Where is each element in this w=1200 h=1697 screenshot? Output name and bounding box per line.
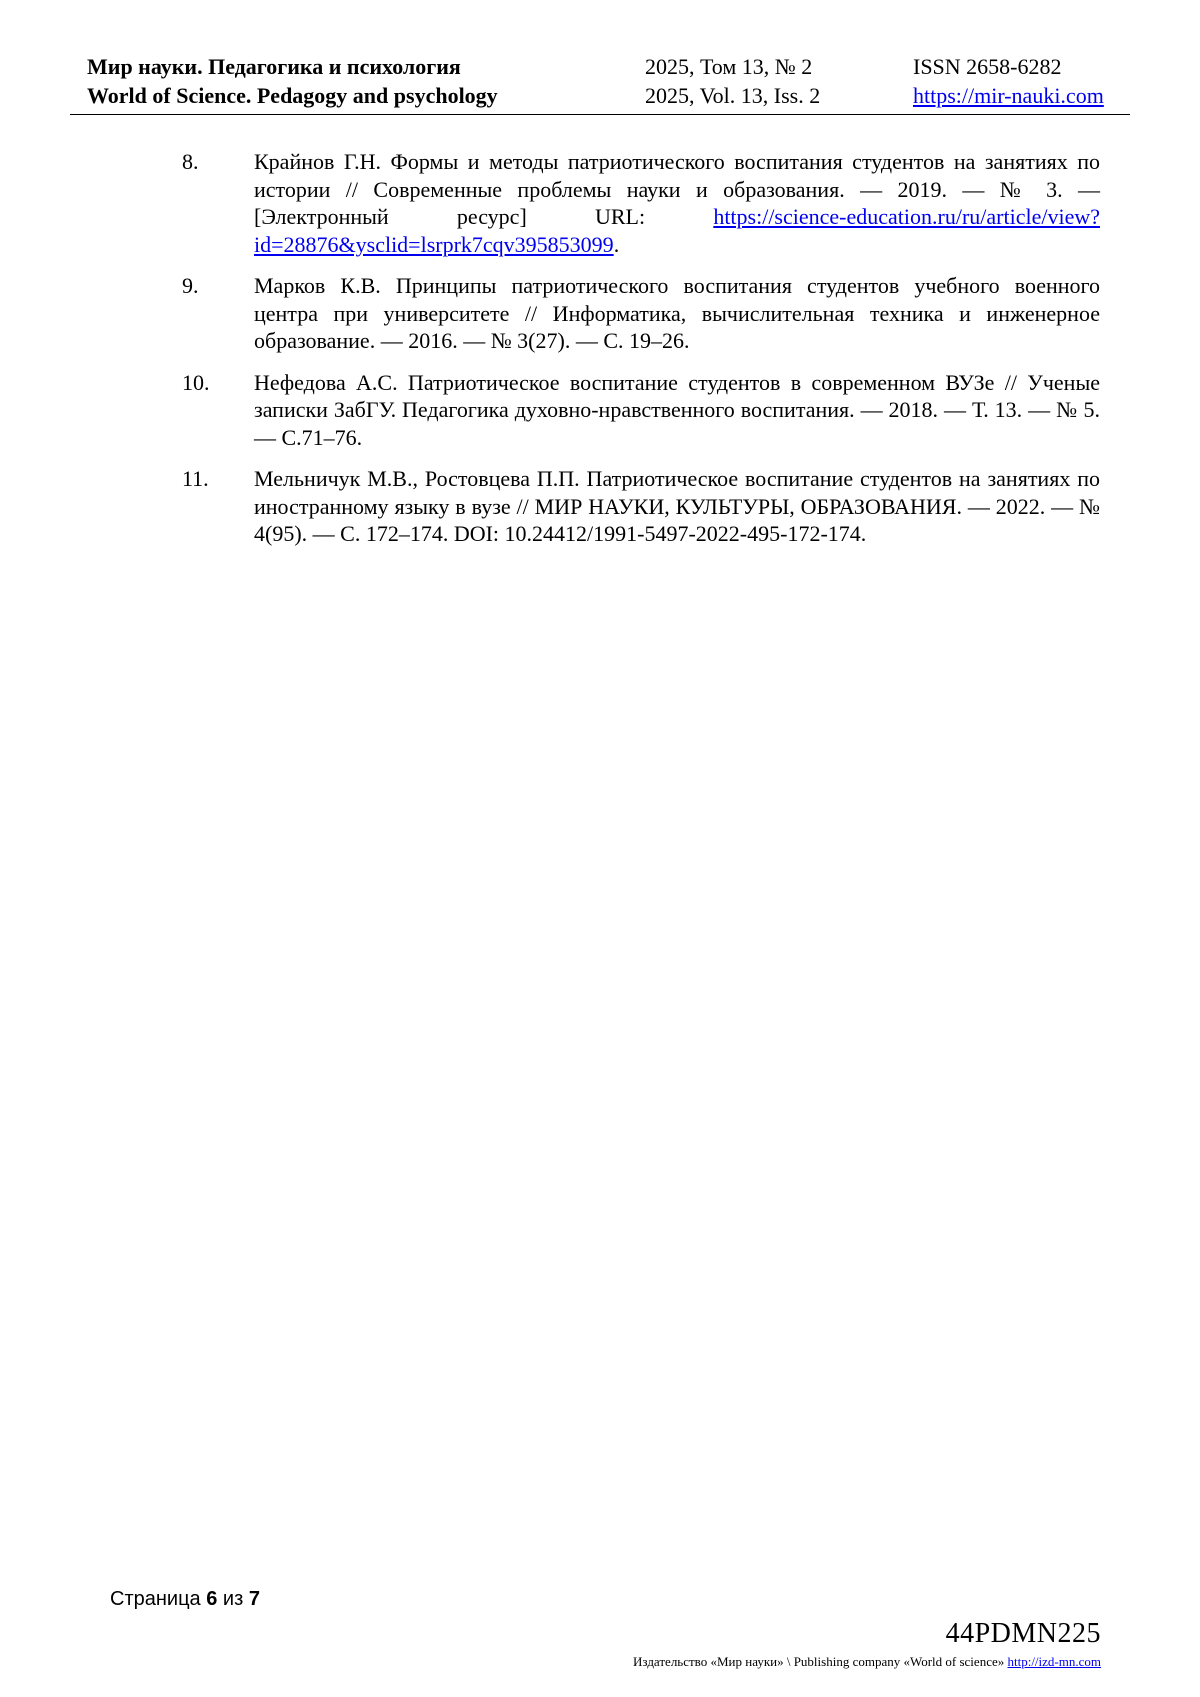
page-current: 6 bbox=[206, 1588, 218, 1610]
page-total: 7 bbox=[248, 1588, 260, 1610]
reference-link[interactable]: https://science-education.ru/ru/article/view?id=28876&ysclid=lsrprk7cqv395853099 bbox=[254, 204, 1100, 257]
reference-item bbox=[182, 465, 1100, 548]
publisher-link[interactable]: http://izd-mn.com bbox=[1007, 1654, 1101, 1669]
reference-text: Мельничук М.В., Ростовцева П.П. Патриотическое воспитание студентов на занятиях по иностранному языку в вузе // МИР НАУКИ, КУЛЬТУРЫ, ОБРАЗОВАНИЯ. — 2022. — № 4(95). — С. 172–174. DOI: 10.24412/1991-5497-2022-495-172-174. bbox=[254, 466, 1100, 546]
journal-site-link[interactable]: https://mir-nauki.com bbox=[913, 83, 1104, 108]
reference-number: 9. bbox=[182, 273, 199, 298]
journal-title-en: World of Science. Pedagogy and psychology bbox=[87, 83, 498, 108]
issue-info bbox=[645, 52, 820, 110]
reference-text: Нефедова А.С. Патриотическое воспитание студентов в современном ВУЗе // Ученые записки ЗабГУ. Педагогика духовно-нравственного воспитания. — 2018. — Т. 13. — № 5. — С.71–76. bbox=[254, 369, 1100, 450]
journal-title bbox=[87, 52, 498, 110]
reference-text: Марков К.В. Принципы патриотического воспитания студентов учебного военного центра при университете // Информатика, вычислительная техника и инженерное образование. — 2016. — № 3(27). — С. 19–26. bbox=[254, 273, 1100, 353]
issue-en: 2025, Vol. 13, Iss. 2 bbox=[645, 83, 821, 108]
reference-item bbox=[182, 272, 1100, 355]
reference-number: 11. bbox=[182, 466, 209, 491]
reference-item bbox=[182, 369, 1100, 452]
issue-ru: 2025, Том 13, № 2 bbox=[645, 54, 813, 79]
page-counter: Страница 6 из 7 bbox=[110, 1588, 260, 1610]
publisher-line: Издательство «Мир науки» \ Publishing company «World of science» http://izd-mn.com bbox=[633, 1654, 1101, 1669]
issn: ISSN 2658-6282 bbox=[913, 54, 1062, 79]
page-header bbox=[70, 52, 1130, 115]
reference-text: Крайнов Г.Н. Формы и методы патриотического воспитания студентов на занятиях по истории // Современные проблемы науки и образования. — 2019. — № 3. — [Электронный ресурс] URL: https://science-education.ru/ru/article/view?id=28876&ysclid=lsrprk7cqv395853099. bbox=[254, 149, 1100, 257]
reference-number: 8. bbox=[182, 149, 199, 174]
reference-number: 10. bbox=[182, 369, 210, 395]
issn-info bbox=[913, 52, 1104, 110]
reference-item bbox=[182, 148, 1100, 258]
reference-list bbox=[182, 148, 1100, 562]
article-code: 44PDMN225 bbox=[945, 1618, 1101, 1649]
journal-title-ru: Мир науки. Педагогика и психология bbox=[87, 54, 461, 79]
